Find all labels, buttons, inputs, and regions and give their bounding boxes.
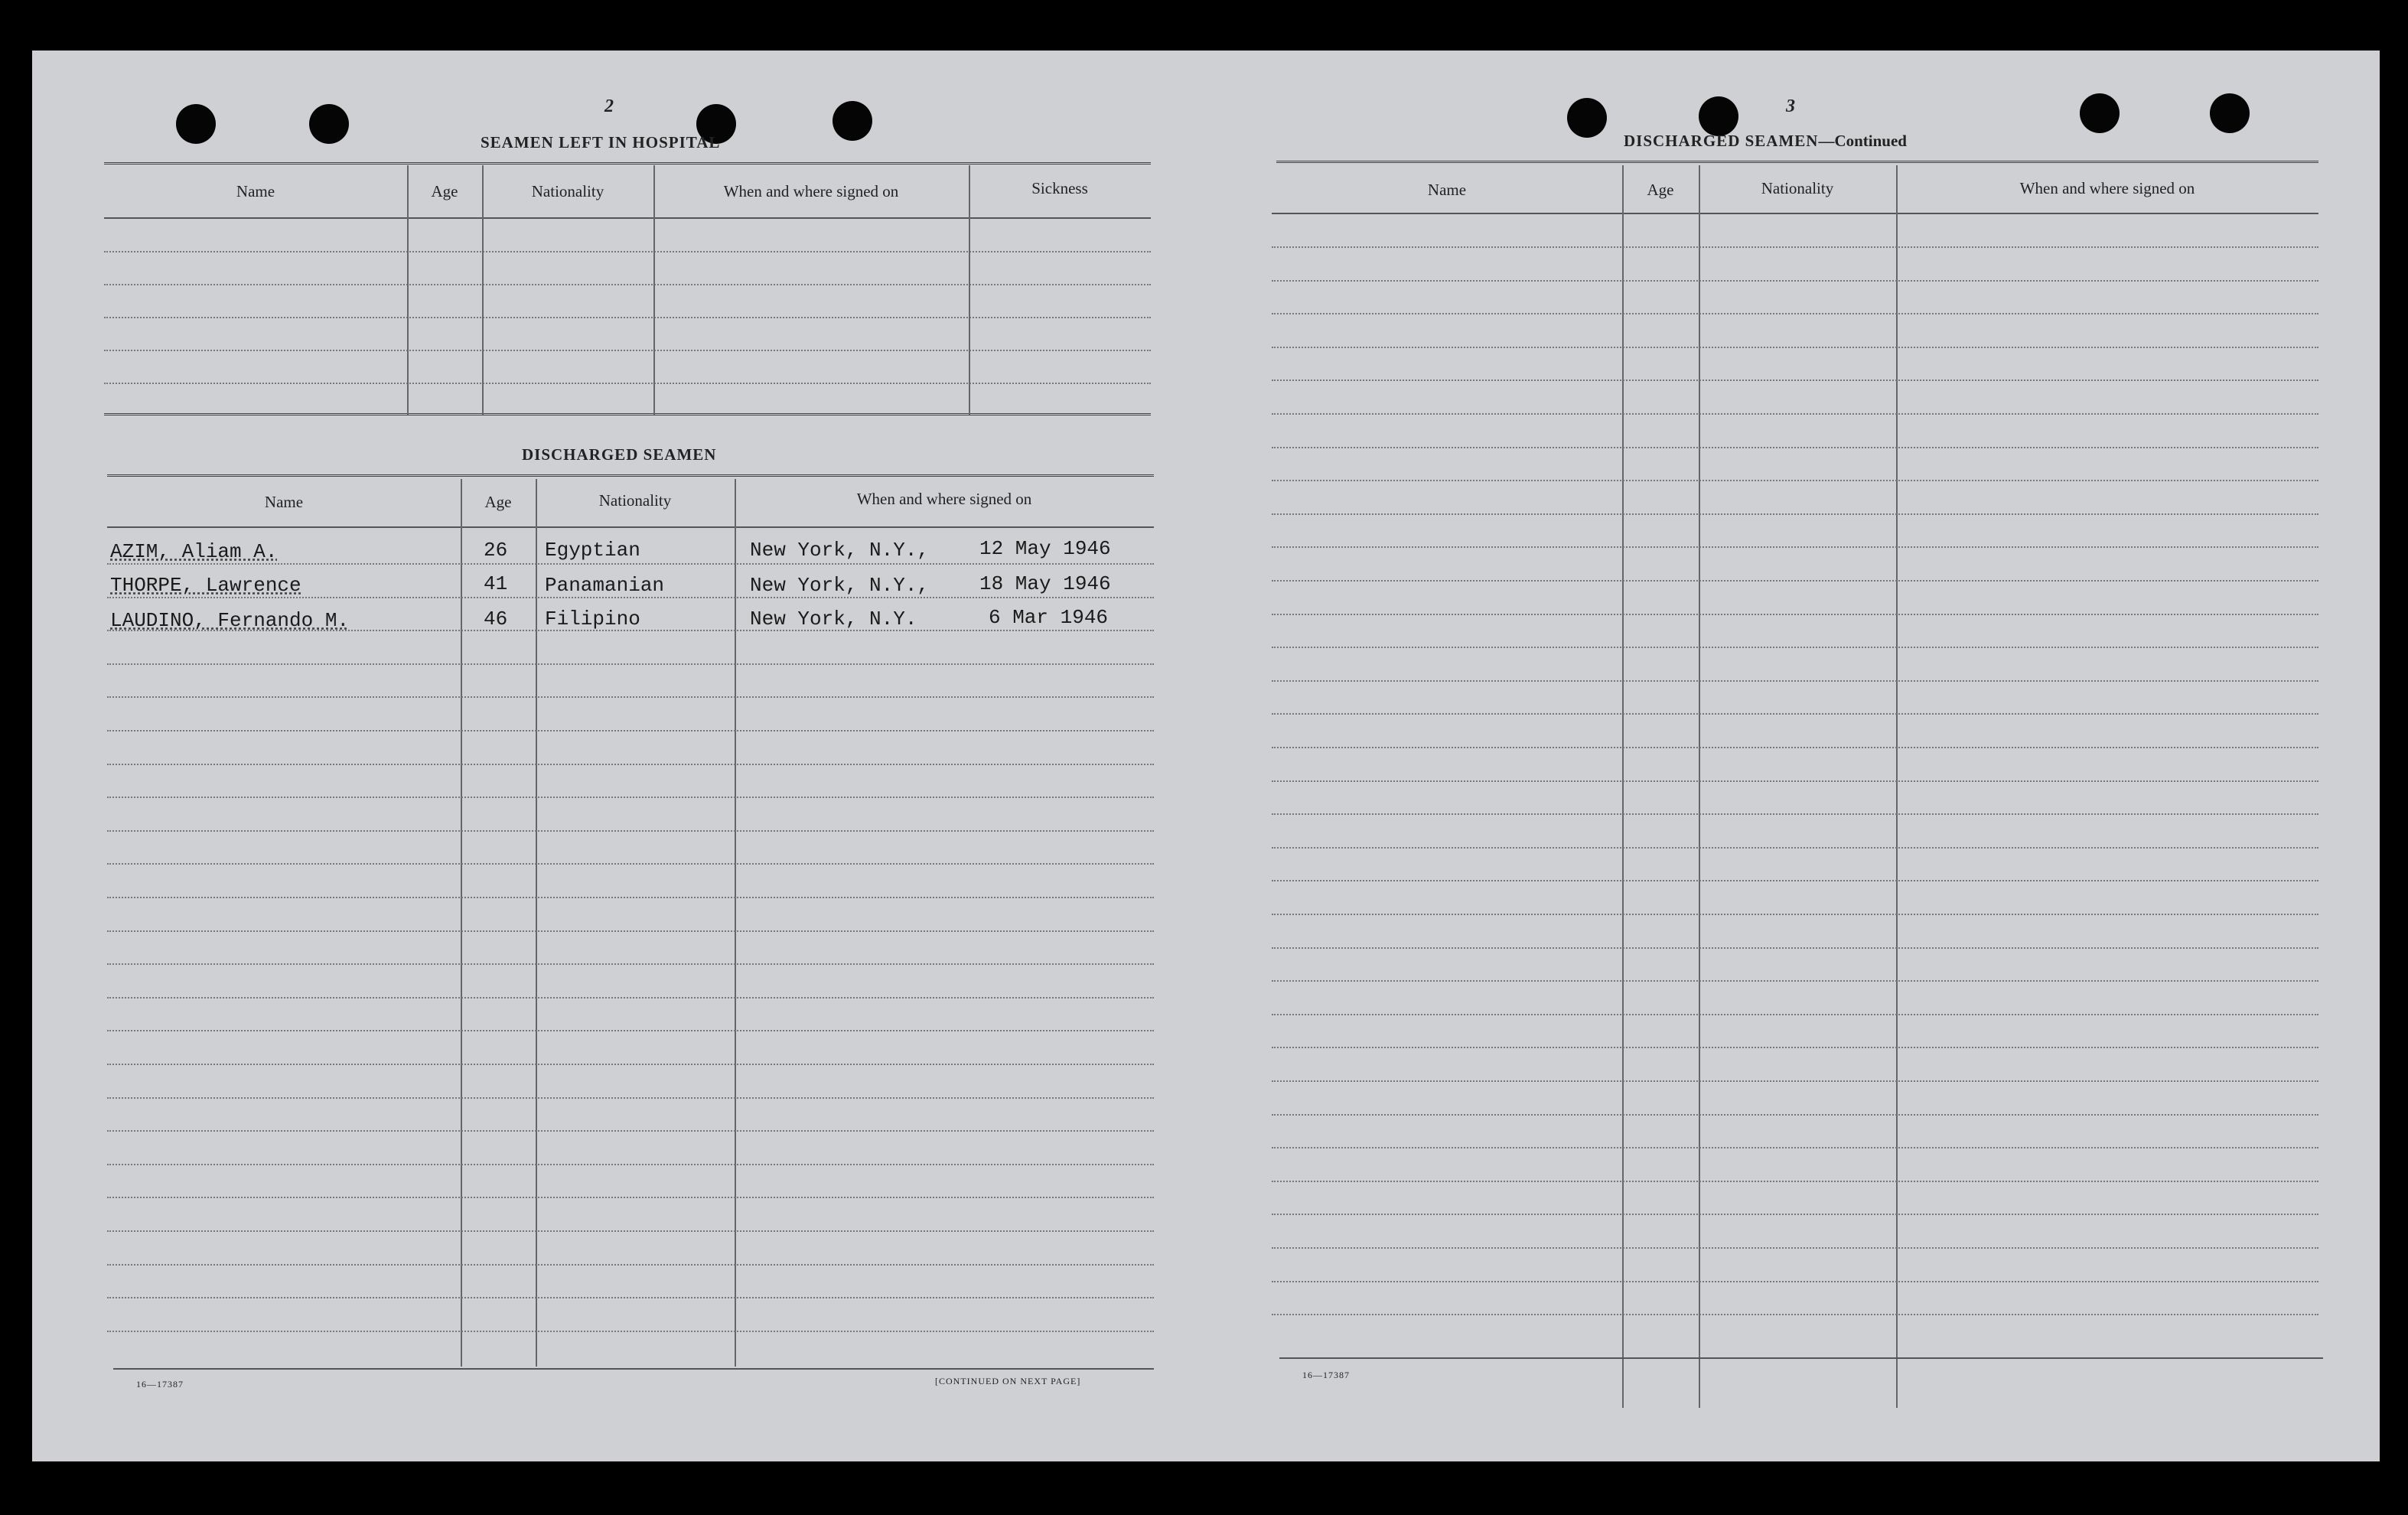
seaman-name: LAUDINO, Fernando M.: [110, 609, 350, 632]
ruled-line: [1272, 847, 2318, 849]
seaman-nationality: Egyptian: [545, 539, 640, 562]
ruled-line: [1272, 413, 2318, 415]
ruled-line: [1272, 1281, 2318, 1282]
punch-hole: [2080, 93, 2120, 133]
page-number: 2: [604, 96, 614, 116]
ruled-line: [1272, 614, 2318, 615]
ruled-line: [1272, 580, 2318, 582]
ruled-line: [107, 764, 1154, 765]
ruled-line: [107, 1264, 1154, 1266]
ruled-line: [107, 1130, 1154, 1132]
punch-hole: [833, 101, 872, 141]
col-signed-on: When and where signed on: [2019, 179, 2195, 197]
ruled-line: [107, 730, 1154, 731]
col-nationality: Nationality: [598, 491, 672, 510]
ruled-line: [1272, 1181, 2318, 1182]
ruled-line: [1272, 914, 2318, 915]
ruled-line: [1272, 747, 2318, 748]
signed-on-place: New York, N.Y.: [750, 608, 917, 630]
punch-hole: [309, 104, 349, 144]
ruled-line: [107, 830, 1154, 832]
ruled-line: [1272, 347, 2318, 348]
ruled-line: [1272, 680, 2318, 682]
ruled-line: [1272, 1014, 2318, 1015]
ruled-line: [1272, 713, 2318, 715]
signed-on-place: New York, N.Y.,: [750, 574, 930, 597]
ruled-line: [107, 1064, 1154, 1065]
ruled-line: [107, 1030, 1154, 1031]
ruled-line: [107, 963, 1154, 965]
signed-on-date: 6 Mar 1946: [989, 606, 1109, 629]
col-name: Name: [1427, 181, 1467, 199]
ruled-line: [107, 1331, 1154, 1332]
seaman-age: 41: [484, 572, 508, 595]
ruled-line: [107, 696, 1154, 698]
signed-on-date: 18 May 1946: [979, 572, 1111, 595]
ruled-line: [1272, 280, 2318, 282]
punch-hole: [2210, 93, 2250, 133]
form-number: 16—17387: [136, 1379, 184, 1390]
ruled-line: [107, 1297, 1154, 1298]
ruled-line: [1272, 880, 2318, 881]
title-continued: —Continued: [1818, 132, 1907, 150]
signed-on-date: 12 May 1946: [979, 537, 1111, 560]
col-name: Name: [264, 493, 304, 511]
ruled-line: [1272, 980, 2318, 982]
ruled-line: [1272, 1314, 2318, 1315]
seaman-nationality: Panamanian: [545, 574, 665, 597]
col-sickness: Sickness: [1031, 179, 1088, 197]
ruled-line: [107, 663, 1154, 665]
ruled-line: [107, 863, 1154, 865]
seaman-age: 26: [484, 539, 508, 562]
ruled-line: [107, 563, 1154, 565]
col-age: Age: [484, 493, 512, 511]
seaman-name: AZIM, Aliam A.: [110, 540, 278, 563]
col-age: Age: [431, 182, 458, 200]
ruled-line: [1272, 313, 2318, 314]
punch-hole: [1567, 98, 1607, 138]
discharged-section-title: DISCHARGED SEAMEN: [522, 445, 717, 464]
ruled-line: [1272, 1047, 2318, 1048]
ruled-line: [1272, 246, 2318, 248]
seaman-age: 46: [484, 608, 508, 630]
col-signed-on: When and where signed on: [723, 182, 899, 200]
seaman-nationality: Filipino: [545, 608, 640, 630]
continued-note: [CONTINUED ON NEXT PAGE]: [935, 1376, 1081, 1386]
ruled-line: [107, 797, 1154, 798]
ruled-line: [107, 1230, 1154, 1232]
ruled-line: [1272, 947, 2318, 949]
form-number: 16—17387: [1302, 1370, 1350, 1380]
col-age: Age: [1647, 181, 1674, 199]
ruled-line: [1272, 1214, 2318, 1215]
signed-on-place: New York, N.Y.,: [750, 539, 930, 562]
title-main: DISCHARGED SEAMEN: [1624, 132, 1819, 150]
ruled-line: [107, 1164, 1154, 1165]
ruled-line: [1272, 447, 2318, 448]
punch-hole: [176, 104, 216, 144]
ruled-line: [1272, 1114, 2318, 1116]
ruled-line: [107, 930, 1154, 932]
ruled-line: [1272, 813, 2318, 815]
ruled-line: [1272, 380, 2318, 381]
ruled-line: [107, 897, 1154, 898]
col-nationality: Nationality: [531, 182, 604, 200]
ruled-line: [1272, 513, 2318, 515]
punch-hole: [1699, 96, 1738, 136]
discharged-continued-title: [1624, 132, 1907, 151]
col-nationality: Nationality: [1761, 179, 1834, 197]
ruled-line: [1272, 1080, 2318, 1082]
ruled-line: [1272, 1247, 2318, 1249]
col-name: Name: [236, 182, 275, 200]
page-number: 3: [1786, 96, 1795, 116]
ruled-line: [1272, 1147, 2318, 1148]
record-sheet: [32, 50, 2380, 1461]
ruled-line: [107, 1097, 1154, 1099]
ruled-line: [1272, 780, 2318, 782]
ruled-line: [1272, 546, 2318, 548]
ruled-line: [1272, 647, 2318, 648]
seaman-name: THORPE, Lawrence: [110, 574, 301, 597]
ruled-line: [107, 1197, 1154, 1198]
hospital-section-title: SEAMEN LEFT IN HOSPITAL: [481, 133, 721, 152]
col-signed-on: When and where signed on: [856, 490, 1032, 508]
ruled-line: [1272, 480, 2318, 481]
ruled-line: [107, 997, 1154, 999]
